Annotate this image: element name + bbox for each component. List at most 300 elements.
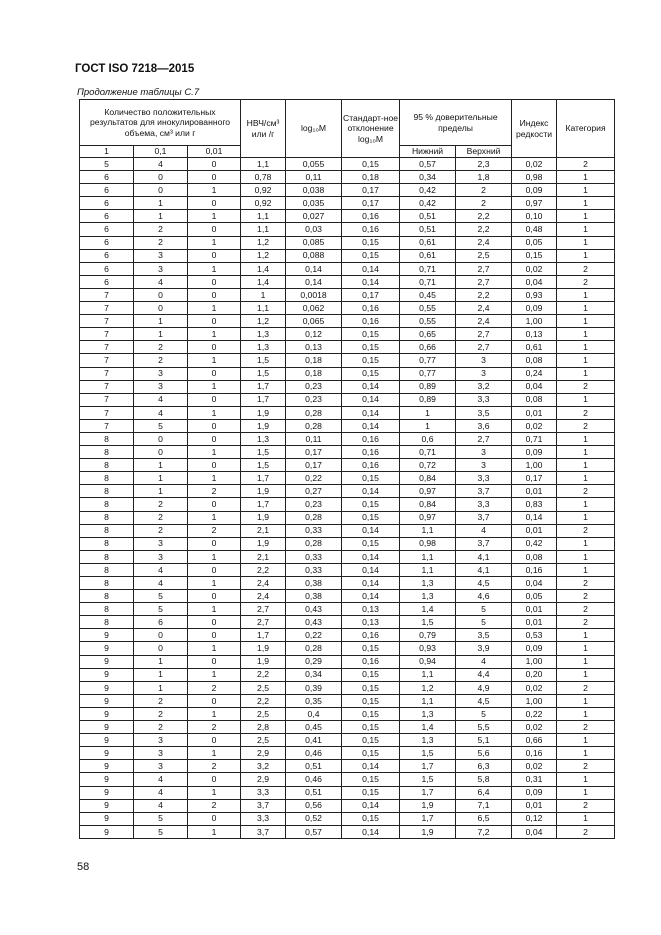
table-cell: 5 [80, 158, 134, 171]
table-cell: 7 [80, 315, 134, 328]
table-cell: 3 [134, 760, 188, 773]
table-cell: 1,4 [400, 603, 456, 616]
table-cell: 8 [80, 577, 134, 590]
table-cell: 0,38 [286, 577, 342, 590]
table-cell: 2,4 [456, 236, 512, 249]
table-cell: 6,4 [456, 786, 512, 799]
table-cell: 0 [188, 197, 241, 210]
table-cell: 0,02 [512, 721, 557, 734]
table-cell: 0 [188, 734, 241, 747]
table-cell: 5 [456, 707, 512, 720]
table-row [80, 432, 615, 445]
table-cell: 4 [134, 577, 188, 590]
table-cell: 0,04 [512, 825, 557, 838]
table-cell: 7,1 [456, 799, 512, 812]
table-cell: 0,17 [342, 288, 400, 301]
table-cell: 1 [557, 812, 615, 825]
table-row [80, 707, 615, 720]
table-cell: 0,16 [342, 210, 400, 223]
table-cell: 1 [188, 380, 241, 393]
table-cell: 0,38 [286, 590, 342, 603]
table-cell: 1,5 [400, 616, 456, 629]
table-cell: 0,42 [512, 537, 557, 550]
table-cell: 0,51 [286, 786, 342, 799]
table-cell: 0,14 [342, 406, 400, 419]
table-cell: 2 [557, 419, 615, 432]
table-cell: 0 [188, 249, 241, 262]
table-cell: 0,15 [342, 236, 400, 249]
table-cell: 0,062 [286, 302, 342, 315]
table-cell: 0,43 [286, 616, 342, 629]
table-cell: 2 [134, 524, 188, 537]
table-cell: 0,33 [286, 563, 342, 576]
table-cell: 0,14 [342, 760, 400, 773]
table-cell: 0,14 [286, 262, 342, 275]
table-cell: 1 [557, 642, 615, 655]
subheader-upper: Верхний [456, 146, 512, 158]
table-row [80, 498, 615, 511]
table-cell: 0,10 [512, 210, 557, 223]
table-cell: 0,71 [400, 446, 456, 459]
table-cell: 1 [557, 550, 615, 563]
table-row [80, 288, 615, 301]
table-cell: 1 [557, 302, 615, 315]
table-cell: 0,66 [512, 734, 557, 747]
table-cell: 3 [456, 459, 512, 472]
table-cell: 0,23 [286, 393, 342, 406]
table-cell: 0,01 [512, 603, 557, 616]
table-cell: 0 [188, 223, 241, 236]
table-row [80, 642, 615, 655]
page-number: 58 [77, 861, 90, 873]
table-cell: 1 [134, 315, 188, 328]
table-cell: 1 [134, 197, 188, 210]
table-cell: 2 [557, 275, 615, 288]
table-cell: 9 [80, 825, 134, 838]
table-row [80, 655, 615, 668]
table-cell: 0 [134, 642, 188, 655]
table-cell: 2 [557, 577, 615, 590]
table-cell: 8 [80, 498, 134, 511]
table-cell: 4,4 [456, 668, 512, 681]
table-cell: 0,15 [342, 786, 400, 799]
table-cell: 0,34 [400, 171, 456, 184]
table-row [80, 760, 615, 773]
table-cell: 2 [557, 485, 615, 498]
table-cell: 1 [557, 734, 615, 747]
table-cell: 0,14 [342, 380, 400, 393]
table-cell: 1 [188, 707, 241, 720]
table-cell: 0 [134, 288, 188, 301]
table-cell: 0,13 [342, 616, 400, 629]
table-cell: 3,3 [241, 812, 286, 825]
table-cell: 2 [134, 236, 188, 249]
table-cell: 2,7 [456, 328, 512, 341]
table-cell: 0,038 [286, 184, 342, 197]
table-cell: 0,14 [342, 419, 400, 432]
table-cell: 2,2 [456, 223, 512, 236]
table-cell: 3 [134, 747, 188, 760]
table-cell: 4,9 [456, 681, 512, 694]
table-row [80, 603, 615, 616]
table-cell: 1,3 [400, 707, 456, 720]
table-cell: 0 [188, 537, 241, 550]
table-cell: 1 [557, 432, 615, 445]
table-cell: 1 [188, 184, 241, 197]
table-cell: 0,09 [512, 184, 557, 197]
table-row [80, 694, 615, 707]
table-cell: 0,17 [512, 472, 557, 485]
table-cell: 2 [188, 721, 241, 734]
table-cell: 3 [134, 550, 188, 563]
table-cell: 0,42 [400, 184, 456, 197]
table-cell: 2,7 [456, 341, 512, 354]
table-cell: 2,5 [456, 249, 512, 262]
table-cell: 7 [80, 380, 134, 393]
table-cell: 6 [80, 197, 134, 210]
table-row [80, 210, 615, 223]
table-cell: 2 [188, 485, 241, 498]
table-cell: 0,16 [512, 563, 557, 576]
table-cell: 3 [134, 249, 188, 262]
table-cell: 0,61 [400, 236, 456, 249]
table-cell: 1,5 [241, 367, 286, 380]
table-cell: 0,065 [286, 315, 342, 328]
table-cell: 0,088 [286, 249, 342, 262]
table-cell: 2,5 [241, 734, 286, 747]
table-cell: 0,14 [286, 275, 342, 288]
table-cell: 8 [80, 537, 134, 550]
table-cell: 0,15 [342, 747, 400, 760]
table-cell: 7 [80, 354, 134, 367]
table-row [80, 315, 615, 328]
table-cell: 0,08 [512, 393, 557, 406]
table-cell: 0,11 [286, 432, 342, 445]
table-cell: 3,5 [456, 406, 512, 419]
table-cell: 0,05 [512, 236, 557, 249]
table-cell: 1,1 [241, 223, 286, 236]
table-cell: 0,16 [512, 747, 557, 760]
table-cell: 0 [188, 590, 241, 603]
table-row [80, 472, 615, 485]
table-cell: 1,3 [400, 577, 456, 590]
table-cell: 1,7 [241, 629, 286, 642]
table-cell: 0,61 [400, 249, 456, 262]
table-cell: 4 [456, 655, 512, 668]
table-cell: 2 [557, 262, 615, 275]
table-cell: 4 [134, 158, 188, 171]
header-index: Индекс редкости [512, 100, 557, 158]
table-cell: 1 [134, 472, 188, 485]
table-cell: 5 [134, 419, 188, 432]
table-row [80, 184, 615, 197]
table-cell: 8 [80, 563, 134, 576]
table-cell: 0,89 [400, 393, 456, 406]
table-cell: 0,16 [342, 315, 400, 328]
table-cell: 2,7 [241, 616, 286, 629]
table-cell: 9 [80, 642, 134, 655]
table-cell: 4 [134, 393, 188, 406]
table-cell: 4 [134, 799, 188, 812]
table-cell: 2,1 [241, 524, 286, 537]
table-cell: 0,27 [286, 485, 342, 498]
table-cell: 9 [80, 694, 134, 707]
table-cell: 3,6 [456, 419, 512, 432]
table-cell: 9 [80, 707, 134, 720]
table-cell: 0,84 [400, 498, 456, 511]
table-row [80, 158, 615, 171]
table-cell: 0,20 [512, 668, 557, 681]
table-cell: 0 [188, 459, 241, 472]
table-cell: 0,03 [286, 223, 342, 236]
table-row [80, 197, 615, 210]
table-cell: 0,08 [512, 550, 557, 563]
table-cell: 1 [557, 707, 615, 720]
table-cell: 2 [134, 498, 188, 511]
table-cell: 8 [80, 459, 134, 472]
table-cell: 2 [188, 524, 241, 537]
table-cell: 0,14 [342, 825, 400, 838]
table-cell: 1,7 [400, 760, 456, 773]
table-cell: 1 [188, 236, 241, 249]
table-row [80, 537, 615, 550]
table-cell: 1,3 [241, 341, 286, 354]
table-cell: 0 [188, 773, 241, 786]
table-cell: 0,34 [286, 668, 342, 681]
table-cell: 4,1 [456, 563, 512, 576]
table-cell: 1,1 [400, 668, 456, 681]
table-cell: 0 [188, 419, 241, 432]
table-cell: 0,16 [342, 629, 400, 642]
table-cell: 2 [456, 184, 512, 197]
table-cell: 1 [557, 288, 615, 301]
table-cell: 0,12 [286, 328, 342, 341]
table-cell: 6 [80, 236, 134, 249]
table-cell: 0 [188, 694, 241, 707]
table-cell: 0 [188, 616, 241, 629]
table-cell: 0 [188, 171, 241, 184]
table-cell: 0,24 [512, 367, 557, 380]
table-cell: 7 [80, 367, 134, 380]
table-cell: 3,3 [456, 498, 512, 511]
table-cell: 0,79 [400, 629, 456, 642]
table-cell: 5 [134, 825, 188, 838]
table-cell: 0,55 [400, 315, 456, 328]
table-cell: 0,15 [342, 328, 400, 341]
table-cell: 1,7 [241, 498, 286, 511]
table-cell: 0 [134, 171, 188, 184]
table-cell: 2,7 [456, 262, 512, 275]
table-cell: 1,7 [400, 786, 456, 799]
table-cell: 1 [188, 446, 241, 459]
table-cell: 0 [188, 341, 241, 354]
table-cell: 0,13 [342, 603, 400, 616]
table-cell: 0,13 [286, 341, 342, 354]
table-cell: 1 [188, 472, 241, 485]
header-positives: Количество положительных результатов для инокулированного объема, см³ или г [80, 100, 241, 146]
table-cell: 7 [80, 288, 134, 301]
table-cell: 0,15 [342, 734, 400, 747]
table-cell: 0,16 [342, 446, 400, 459]
table-cell: 1,00 [512, 459, 557, 472]
table-cell: 0,11 [286, 171, 342, 184]
table-cell: 1 [134, 681, 188, 694]
table-row [80, 550, 615, 563]
table-cell: 1 [557, 328, 615, 341]
table-row [80, 328, 615, 341]
table-row [80, 354, 615, 367]
table-cell: 1,7 [241, 380, 286, 393]
table-cell: 2,8 [241, 721, 286, 734]
table-cell: 0,98 [512, 171, 557, 184]
table-cell: 9 [80, 799, 134, 812]
table-cell: 0,6 [400, 432, 456, 445]
table-cell: 0,01 [512, 485, 557, 498]
table-cell: 5 [456, 603, 512, 616]
table-cell: 1,4 [400, 721, 456, 734]
table-cell: 6 [80, 184, 134, 197]
table-cell: 1,1 [241, 158, 286, 171]
table-cell: 3,3 [241, 786, 286, 799]
table-cell: 0,16 [342, 302, 400, 315]
table-cell: 9 [80, 629, 134, 642]
table-cell: 1,2 [241, 249, 286, 262]
header-category: Категория [557, 100, 615, 158]
table-cell: 0,14 [342, 577, 400, 590]
table-cell: 0 [188, 158, 241, 171]
table-cell: 0,71 [400, 262, 456, 275]
table-cell: 0,89 [400, 380, 456, 393]
table-cell: 1 [188, 302, 241, 315]
table-cell: 0 [134, 629, 188, 642]
table-cell: 1,00 [512, 694, 557, 707]
table-cell: 1,9 [241, 511, 286, 524]
table-cell: 1 [188, 328, 241, 341]
table-cell: 0,09 [512, 446, 557, 459]
table-cell: 0,027 [286, 210, 342, 223]
table-cell: 0,65 [400, 328, 456, 341]
table-cell: 1 [188, 747, 241, 760]
table-cell: 1,9 [241, 485, 286, 498]
table-row [80, 786, 615, 799]
table-cell: 3,7 [456, 485, 512, 498]
table-cell: 0,51 [286, 760, 342, 773]
table-cell: 2 [557, 721, 615, 734]
table-cell: 1,7 [241, 393, 286, 406]
table-cell: 0,17 [342, 184, 400, 197]
table-row [80, 485, 615, 498]
table-cell: 1,9 [241, 406, 286, 419]
table-cell: 1 [557, 354, 615, 367]
table-cell: 0,02 [512, 262, 557, 275]
table-row [80, 799, 615, 812]
table-row [80, 341, 615, 354]
table-cell: 1 [557, 210, 615, 223]
table-cell: 0,16 [342, 432, 400, 445]
table-row [80, 511, 615, 524]
table-cell: 1 [134, 210, 188, 223]
table-cell: 1 [557, 197, 615, 210]
table-cell: 9 [80, 812, 134, 825]
table-cell: 0,08 [512, 354, 557, 367]
table-cell: 2,2 [241, 694, 286, 707]
table-cell: 0,035 [286, 197, 342, 210]
table-cell: 9 [80, 760, 134, 773]
table-cell: 2 [134, 223, 188, 236]
table-cell: 1 [557, 171, 615, 184]
table-cell: 1,1 [400, 694, 456, 707]
table-cell: 2 [188, 681, 241, 694]
table-cell: 0,15 [512, 249, 557, 262]
table-cell: 9 [80, 747, 134, 760]
table-cell: 1 [557, 498, 615, 511]
table-cell: 0,15 [342, 537, 400, 550]
table-cell: 1 [400, 406, 456, 419]
table-cell: 0,28 [286, 511, 342, 524]
table-cell: 9 [80, 734, 134, 747]
table-cell: 6,5 [456, 812, 512, 825]
table-caption: Продолжение таблицы С.7 [77, 87, 200, 98]
table-cell: 1,00 [512, 315, 557, 328]
table-cell: 2,9 [241, 773, 286, 786]
table-cell: 0,77 [400, 354, 456, 367]
table-cell: 0,72 [400, 459, 456, 472]
table-cell: 1,9 [400, 799, 456, 812]
table-cell: 2 [557, 158, 615, 171]
table-cell: 7,2 [456, 825, 512, 838]
table-cell: 0,28 [286, 537, 342, 550]
table-cell: 1,1 [241, 302, 286, 315]
table-cell: 0,17 [286, 446, 342, 459]
table-cell: 1,4 [241, 262, 286, 275]
table-cell: 0,15 [342, 472, 400, 485]
table-cell: 0,71 [512, 432, 557, 445]
table-cell: 6 [80, 262, 134, 275]
table-cell: 0,56 [286, 799, 342, 812]
table-cell: 0,085 [286, 236, 342, 249]
table-cell: 1,3 [400, 590, 456, 603]
table-cell: 2,7 [456, 432, 512, 445]
table-cell: 1 [134, 485, 188, 498]
table-cell: 0,31 [512, 773, 557, 786]
table-cell: 2 [134, 721, 188, 734]
table-cell: 0,4 [286, 707, 342, 720]
table-row [80, 380, 615, 393]
table-cell: 3 [134, 734, 188, 747]
table-cell: 1,1 [241, 210, 286, 223]
table-cell: 0,14 [342, 563, 400, 576]
table-cell: 0,09 [512, 642, 557, 655]
table-cell: 0,16 [342, 223, 400, 236]
table-cell: 1,9 [241, 655, 286, 668]
table-cell: 2 [557, 760, 615, 773]
table-cell: 0,51 [400, 223, 456, 236]
table-cell: 0,45 [286, 721, 342, 734]
table-cell: 0,14 [342, 550, 400, 563]
table-cell: 0,14 [342, 590, 400, 603]
table-cell: 2,5 [241, 707, 286, 720]
table-cell: 1,2 [241, 236, 286, 249]
table-cell: 0,35 [286, 694, 342, 707]
table-cell: 2 [557, 380, 615, 393]
table-cell: 1,3 [400, 734, 456, 747]
table-cell: 0,09 [512, 786, 557, 799]
table-cell: 1 [557, 537, 615, 550]
table-row [80, 419, 615, 432]
table-cell: 2 [134, 694, 188, 707]
table-cell: 0,94 [400, 655, 456, 668]
table-cell: 0,15 [342, 158, 400, 171]
